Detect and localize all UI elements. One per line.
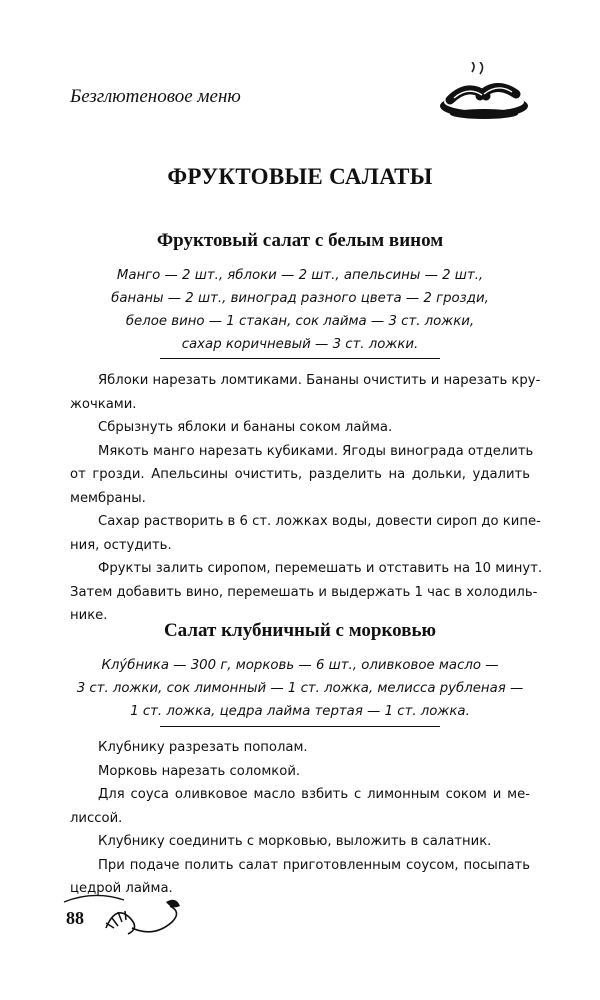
step-line: ния, остудить. [70,537,172,553]
step-line: от грозди. Апельсины очистить, разделить на дольки, удалить [70,467,530,482]
ingredients-list [60,264,540,356]
running-head: Безглютеновое меню [70,86,241,107]
chapter-title: ФРУКТОВЫЕ САЛАТЫ [167,164,433,189]
recipe-steps [70,736,530,901]
ingredients-line: Манго — 2 шт., яблоки — 2 шт., апельсины — 2 шт., [116,268,484,283]
ingredients-line: 3 ст. ложки, сок лимонный — 1 ст. ложка, мелисса рубленая — [76,681,524,696]
ingredients-line: 1 ст. ложка, цедра лайма тертая — 1 ст. ложка. [130,704,470,719]
step-line: цедрой лайма. [70,881,173,896]
divider-rule [160,726,440,727]
recipe-title: Салат клубничный с морковью [163,620,437,641]
step-line: При подаче полить салат приготовленным соусом, посыпать [98,857,530,873]
step-line: Сбрызнуть яблоки и бананы соком лайма. [98,420,393,435]
ingredients-line: белое вино — 1 стакан, сок лайма — 3 ст. ложки, [125,314,475,329]
step-line: лиссой. [70,810,123,826]
step-line: Клубнику разрезать пополам. [98,740,308,755]
ingredients-line: бананы — 2 шт., виноград разного цвета — 2 грозди, [111,291,489,306]
page-number: 88 [66,908,84,928]
step-line: мембраны. [70,490,146,506]
ingredients-list [60,654,540,723]
recipe-steps [70,369,543,628]
step-line: Затем добавить вино, перемешать и выдержать 1 час в холодиль- [70,584,538,600]
divider-rule [160,358,440,359]
step-line: Мякоть манго нарезать кубиками. Ягоды винограда отделить [98,443,534,459]
step-line: Для соуса оливковое масло взбить с лимонным соком и ме- [98,787,530,802]
step-line: нике. [70,608,108,623]
step-line: Сахар растворить в 6 ст. ложках воды, довести сироп до кипе- [98,514,541,529]
step-line: жочками. [70,396,137,412]
ingredients-line: сахар коричневый — 3 ст. ложки. [181,337,419,352]
step-line: Фрукты залить сиропом, перемешать и отставить на 10 минут. [98,561,543,576]
recipe-title: Фруктовый салат с белым вином [156,230,444,251]
step-line: Клубнику соединить с морковью, выложить в салатник. [98,834,492,849]
step-line: Морковь нарезать соломкой. [98,763,301,779]
bowl-with-sausages-icon [436,62,532,128]
step-line: Яблоки нарезать ломтиками. Бананы очистить и нарезать кру- [98,373,541,388]
ingredients-line: Клу́бника — 300 г, морковь — 6 шт., оливковое масло — [101,658,499,673]
